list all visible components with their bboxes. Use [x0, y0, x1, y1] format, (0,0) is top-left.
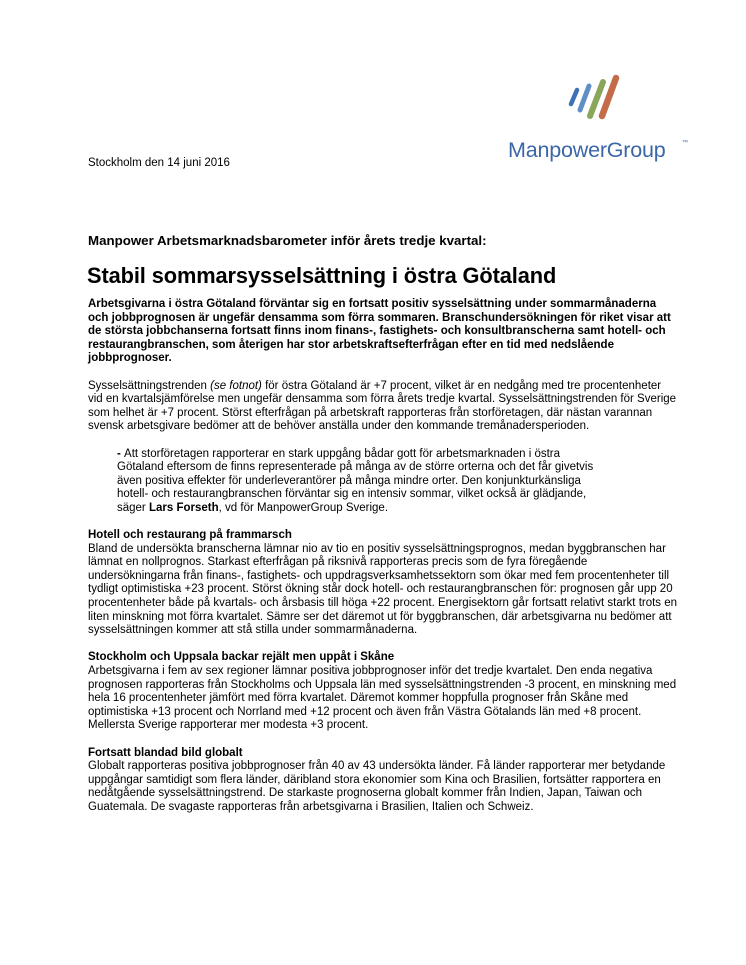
logo-stripe-2	[580, 86, 589, 110]
intro-paragraph	[88, 380, 678, 434]
lead-paragraph: Arbetsgivarna i östra Götaland förväntar sig en fortsatt positiv sysselsättning under sommarmånaderna och jobbprognosen är ungefär densamma som förra sommaren. Branschundersökningen för riket visar att de största jobbchanserna fortsatt finns inom finans-, fastighets- och konsultbranscherna samt hotell- och restaurangbranschen, som återigen har stor arbetskraftsefterfrågan efter en tid med nedslående jobbprognoser.	[88, 298, 671, 365]
section-global	[88, 747, 678, 815]
headline: Stabil sommarsysselsättning i östra Götaland	[87, 263, 557, 288]
quote-dash: -	[117, 447, 125, 460]
quote-text: Att storföretagen rapporterar en stark uppgång bådar gott för arbetsmarknaden i östra Götaland eftersom de finns representerade på många av de större orterna och det får givetvis även positiva effekter för underleverantörer på många mindre orter. Den konjunkturkänsliga hotell- och restaurangbranschen förväntar sig en intensiv sommar, vilket också är glädjande, säger	[117, 447, 594, 514]
section-body: Arbetsgivarna i fem av sex regioner lämnar positiva jobbprognoser inför det tredje kvartalet. Den enda negativa prognosen rapporteras från Stockholms och Uppsala län med sysselsättningstrenden -3 procent, en minskning med hela 16 procentenheter jämfört med förra kvartalet. Däremot kommer hoppfulla prognoser från Skåne med optimistiska +13 procent och Norrland med +12 procent och även från Västra Götalands län med +8 procent. Mellersta Sverige rapporterar mer modesta +3 procent.	[88, 665, 677, 732]
quote-suffix: , vd för ManpowerGroup Sverige.	[218, 501, 389, 514]
logo-stripes-icon	[560, 72, 620, 120]
article-body	[88, 298, 678, 828]
logo-trademark: ™	[682, 140, 688, 146]
logo-wordmark: ManpowerGroup	[508, 138, 666, 162]
quote-speaker: Lars Forseth	[148, 501, 219, 514]
section-body: Bland de undersökta branscherna lämnar nio av tio en positiv sysselsättningsprognos, medan byggbranschen har lämnat en nollprognos. Starkast efterfrågan på riksnivå rapporteras precis som de fyra föregående undersökningarna från finans-, fastighets- och uppdragsverksamhetssektorn som ökar med fem procentenheter till tydligt optimistiska +23 procent. Störst ökning står dock hotell- och restaurangbranschen för: prognosen går upp 20 procentenheter både på kvartals- och årsbasis till höga +22 procent. Energisektorn går fortsatt relativt starkt trots en liten minskning mot förra kvartalet. Sämre ser det däremot ut för byggbranschen, där arbetsgivarna nu bedömer att sysselsättningen kommer att stå stilla under sommarmånaderna.	[88, 542, 678, 637]
kicker: Manpower Arbetsmarknadsbarometer inför årets tredje kvartal:	[88, 233, 487, 248]
manpowergroup-logo	[505, 72, 687, 168]
section-hotel	[88, 529, 678, 638]
section-heading: Hotell och restaurang på frammarsch	[88, 529, 292, 542]
section-body: Globalt rapporteras positiva jobbprognoser från 40 av 43 undersökta länder. Få länder rapporterar mer betydande uppgångar samtidigt som flera länder, däribland stora ekonomier som Kina och Brasilien, fortsätter rapportera en nedåtgående sysselsättningstrend. De starkaste prognoserna globalt kommer från Indien, Japan, Taiwan och Guatemala. De svagaste rapporteras från arbetsgivarna i Brasilien, Italien och Schweiz.	[88, 760, 666, 813]
footnote-reference: (se fotnot)	[210, 379, 262, 392]
section-heading: Fortsatt blandad bild globalt	[88, 746, 243, 759]
logo-stripe-1	[571, 90, 577, 104]
quote-paragraph	[88, 448, 678, 516]
section-heading: Stockholm och Uppsala backar rejält men uppåt i Skåne	[88, 651, 395, 664]
intro-text-start: Sysselsättningstrenden	[88, 379, 211, 392]
dateline: Stockholm den 14 juni 2016	[88, 157, 230, 169]
intro-text-rest: för östra Götaland är +7 procent, vilket är en nedgång med tre procentenheter vid en kvartalsjämförelse men ungefär densamma som förra årets tredje kvartal. Sysselsättningstrenden för Sverige som helhet är +7 procent. Störst efterfrågan på arbetskraft rapporteras från storföretagen, där nästan varannan svensk arbetsgivare bedömer att de behöver anställa under den kommande tremånadersperioden.	[88, 379, 677, 433]
section-regions	[88, 651, 678, 733]
